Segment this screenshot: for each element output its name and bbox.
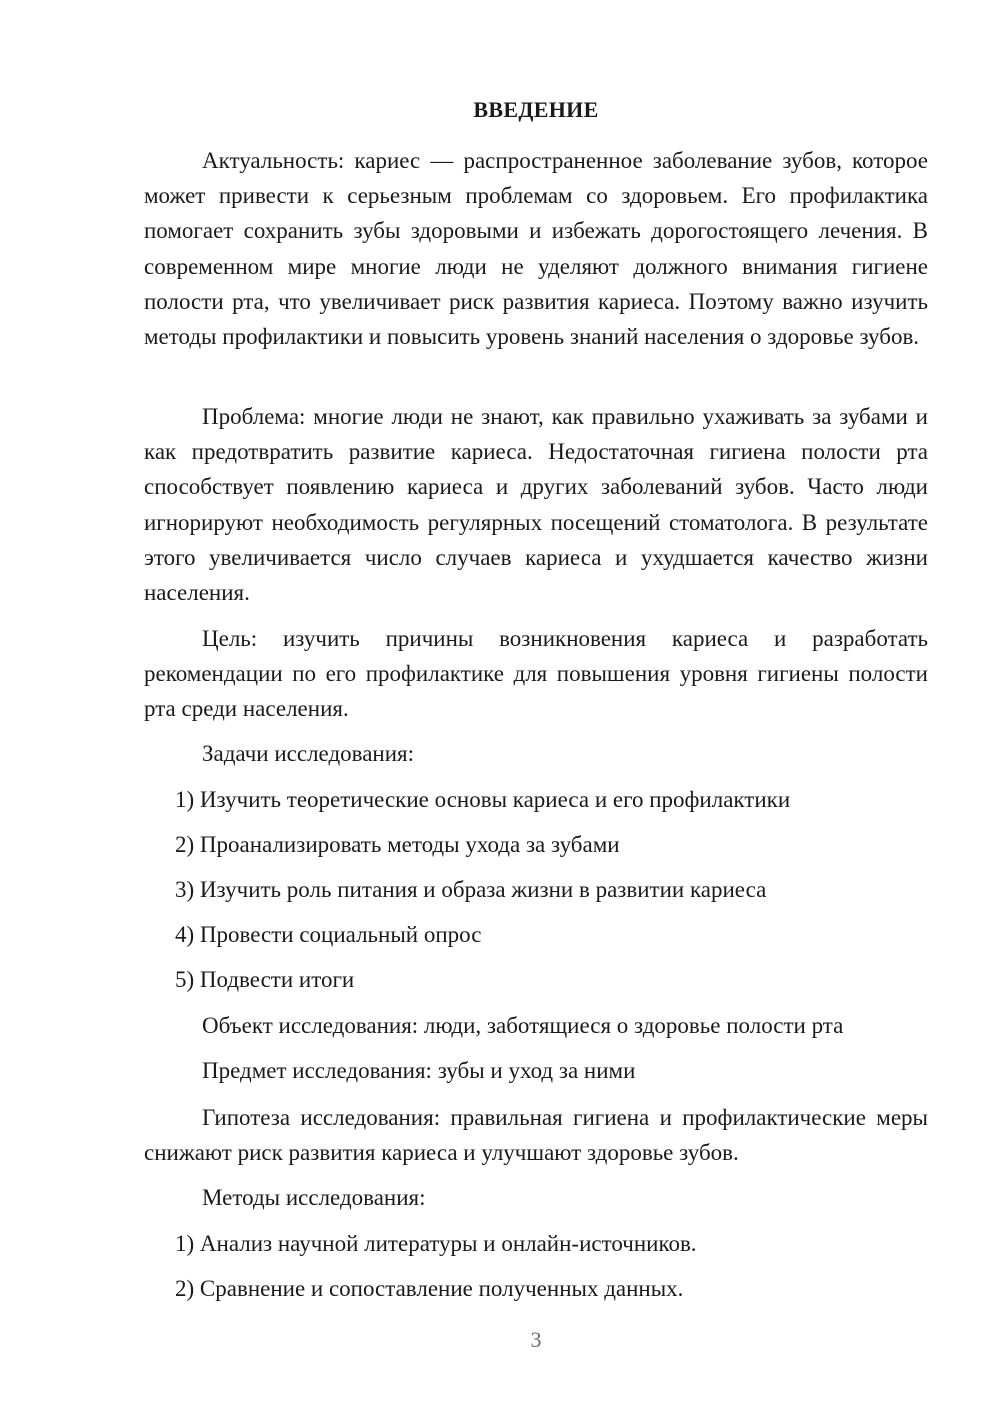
tasks-title: Задачи исследования: [202, 741, 415, 766]
method-item-2: 2) Сравнение и сопоставление полученных данных. [175, 1276, 684, 1301]
method-item-1: 1) Анализ научной литературы и онлайн-источников. [175, 1231, 697, 1256]
research-subject: Предмет исследования: зубы и уход за ними [202, 1058, 636, 1083]
section-heading: ВВЕДЕНИЕ [473, 97, 599, 122]
page-number: 3 [530, 1327, 542, 1352]
paragraph-relevance-text: Актуальность: кариес — распространенное заболевание зубов, которое может привести к серьезным проблемам со здоровьем. Его профилактика помогает сохранить зубы здоровыми и избежать дорогостоящего лечения. В современном мире многие люди не уделяют должного внимания гигиене полости рта, что увеличивает риск развития кариеса. Поэтому важно изучить методы профилактики и повысить уровень знаний населения о здоровье зубов. [144, 148, 928, 350]
research-object: Объект исследования: люди, заботящиеся о здоровье полости рта [202, 1013, 844, 1038]
task-item-1: 1) Изучить теоретические основы кариеса и его профилактики [175, 787, 791, 812]
task-item-3: 3) Изучить роль питания и образа жизни в развитии кариеса [175, 877, 767, 902]
task-item-5: 5) Подвести итоги [175, 967, 355, 992]
paragraph-problem [144, 399, 928, 610]
paragraph-hypothesis-text: Гипотеза исследования: правильная гигиена и профилактические меры снижают риск развития кариеса и улучшают здоровье зубов. [144, 1105, 928, 1166]
methods-title: Методы исследования: [202, 1185, 426, 1210]
paragraph-goal-text: Цель: изучить причины возникновения кариеса и разработать рекомендации по его профилактике для повышения уровня гигиены полости рта среди населения. [144, 626, 928, 722]
paragraph-hypothesis [144, 1100, 928, 1170]
task-item-4: 4) Провести социальный опрос [175, 922, 482, 947]
paragraph-problem-text: Проблема: многие люди не знают, как правильно ухаживать за зубами и как предотвратить развитие кариеса. Недостаточная гигиена полости рта способствует появлению кариеса и других заболеваний зубов. Часто люди игнорируют необходимость регулярных посещений стоматолога. В результате этого увеличивается число случаев кариеса и ухудшается качество жизни населения. [144, 404, 928, 606]
task-item-2: 2) Проанализировать методы ухода за зубами [175, 832, 620, 857]
paragraph-goal [144, 621, 928, 727]
paragraph-relevance [144, 143, 928, 354]
